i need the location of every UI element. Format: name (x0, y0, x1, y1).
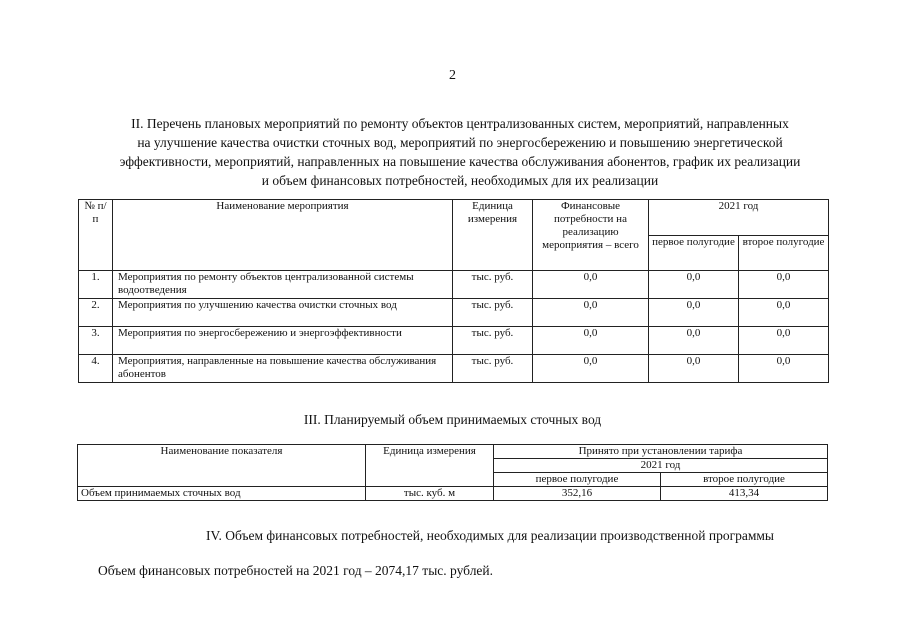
row-first-half: 0,0 (649, 355, 739, 383)
row-second-half: 0,0 (739, 271, 829, 299)
row-total: 0,0 (533, 355, 649, 383)
header-year: 2021 год (649, 200, 829, 236)
table-row (79, 327, 829, 355)
header-num: № п/п (79, 200, 113, 271)
section-4-title: IV. Объем финансовых потребностей, необходимых для реализации производственной программы (205, 528, 774, 543)
row-first-half: 0,0 (649, 271, 739, 299)
header-first-half: первое полугодие (494, 473, 661, 487)
section-2-title (60, 114, 860, 190)
row-second-half: 0,0 (739, 299, 829, 327)
row-second-half: 0,0 (739, 355, 829, 383)
header-accepted-tariff: Принято при установлении тарифа (494, 445, 828, 459)
row-unit: тыс. куб. м (366, 487, 494, 501)
row-unit: тыс. руб. (453, 355, 533, 383)
header-indicator-name: Наименование показателя (78, 445, 366, 487)
section-2-title-line: и объем финансовых потребностей, необходимых для их реализации (261, 173, 659, 188)
row-num: 3. (79, 327, 113, 355)
row-unit: тыс. руб. (453, 327, 533, 355)
financial-summary: Объем финансовых потребностей на 2021 год – 2074,17 тыс. рублей. (98, 563, 494, 578)
header-financial-needs: Финансовые потребности на реализацию мероприятия – всего (533, 200, 649, 271)
header-unit: Единица измерения (453, 200, 533, 271)
table-row (79, 271, 829, 299)
section-3-title: III. Планируемый объем принимаемых сточных вод (303, 412, 602, 427)
row-activity-name: Мероприятия по улучшению качества очистки сточных вод (113, 299, 453, 327)
row-first-half: 352,16 (494, 487, 661, 501)
header-year: 2021 год (494, 459, 828, 473)
table-row (79, 355, 829, 383)
row-unit: тыс. руб. (453, 299, 533, 327)
row-num: 2. (79, 299, 113, 327)
row-unit: тыс. руб. (453, 271, 533, 299)
section-2-title-line: на улучшение качества очистки сточных вод, мероприятий по энергосбережению и повышению энергетической (137, 135, 783, 150)
header-first-half: первое полугодие (649, 235, 739, 271)
activities-table (78, 199, 829, 383)
row-total: 0,0 (533, 299, 649, 327)
row-num: 4. (79, 355, 113, 383)
row-first-half: 0,0 (649, 299, 739, 327)
row-indicator-name: Объем принимаемых сточных вод (78, 487, 366, 501)
row-second-half: 0,0 (739, 327, 829, 355)
section-2-title-line: II. Перечень плановых мероприятий по ремонту объектов централизованных систем, мероприятий, направленных (131, 116, 789, 131)
header-unit: Единица измерения (366, 445, 494, 487)
row-activity-name: Мероприятия по энергосбережению и энергоэффективности (113, 327, 453, 355)
wastewater-volume-table (77, 444, 828, 501)
table-row (78, 487, 828, 501)
row-total: 0,0 (533, 327, 649, 355)
row-activity-name: Мероприятия по ремонту объектов централизованной системы водоотведения (113, 271, 453, 299)
row-second-half: 413,34 (661, 487, 828, 501)
row-activity-name: Мероприятия, направленные на повышение качества обслуживания абонентов (113, 355, 453, 383)
section-2-title-line: эффективности, мероприятий, направленных на повышение качества обслуживания абонентов, график их реализации (119, 154, 801, 169)
row-total: 0,0 (533, 271, 649, 299)
page-number: 2 (449, 68, 456, 83)
header-activity-name: Наименование мероприятия (113, 200, 453, 271)
header-second-half: второе полугодие (661, 473, 828, 487)
table-row (79, 299, 829, 327)
row-first-half: 0,0 (649, 327, 739, 355)
row-num: 1. (79, 271, 113, 299)
header-second-half: второе полугодие (739, 235, 829, 271)
